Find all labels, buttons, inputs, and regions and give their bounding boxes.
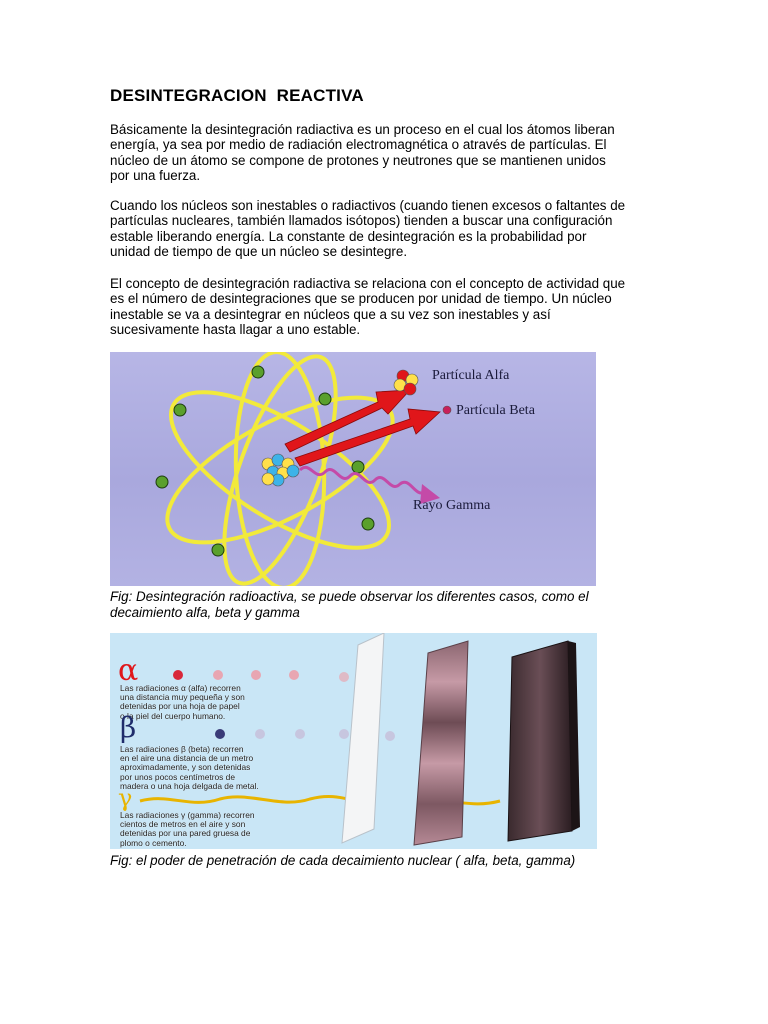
- nucleus: [262, 454, 299, 486]
- beta-description: [120, 745, 259, 791]
- paragraph-line: por una fuerza.: [110, 168, 201, 184]
- alpha-description: [120, 684, 245, 721]
- paragraph-line: estable liberando energía. La constante de desintegración es la probabilidad por: [110, 228, 587, 244]
- paragraph-line: Básicamente la desintegración radiactiva es un proceso en el cual los átomos liberan: [110, 122, 615, 137]
- beta-symbol: β: [120, 711, 137, 744]
- paper-sheet: [342, 633, 384, 843]
- electron: [174, 404, 186, 416]
- paragraph-1: [110, 122, 660, 184]
- beta-particle: [443, 406, 451, 414]
- wood-panel: [414, 641, 468, 845]
- paragraph-line: El concepto de desintegración radiactiva se relaciona con el concepto de actividad que: [110, 276, 626, 291]
- paragraph-line: energía, ya sea por medio de radiación electromagnética o através de partículas. El: [110, 137, 607, 153]
- description-line: aproximadamente, y son detenidas: [120, 762, 251, 773]
- gamma-description: [120, 811, 255, 848]
- figure-1-caption: [110, 589, 650, 620]
- figure-radioactive-decay: [110, 352, 596, 586]
- alpha-particles-path: [173, 670, 349, 682]
- alpha-symbol: α: [118, 653, 139, 688]
- gamma-label: Rayo Gamma: [413, 498, 491, 513]
- electron: [362, 518, 374, 530]
- paragraph-line: partículas nucleares, también llamados isótopos) tienden a buscar una configuración: [110, 213, 613, 229]
- gamma-symbol: γ: [118, 784, 133, 812]
- paragraph-3: [110, 276, 660, 338]
- electron: [252, 366, 264, 378]
- electron: [319, 393, 331, 405]
- paragraph-line: Cuando los núcleos son inestables o radiactivos (cuando tienen excesos o faltantes de: [110, 198, 626, 213]
- description-line: detenidas por una pared gruesa de: [120, 828, 251, 839]
- description-line: Las radiaciones γ (gamma) recorren: [120, 810, 255, 820]
- page-title: DESINTEGRACION REACTIVA: [110, 86, 364, 105]
- description-line: Las radiaciones β (beta) recorren: [120, 744, 244, 754]
- description-line: una distancia muy pequeña y son: [120, 692, 245, 703]
- atom-illustration: [110, 352, 596, 586]
- paragraph-line: inestable se va a desintegrar en núcleos que a su vez son inestables y así: [110, 306, 551, 322]
- description-line: madera o una hoja delgada de metal.: [120, 780, 259, 791]
- caption-line: decaimiento alfa, beta y gamma: [110, 604, 300, 620]
- caption-line: Fig: Desintegración radioactiva, se puede observar los diferentes casos, como el: [110, 589, 589, 604]
- paragraph-line: núcleo de un átomo se compone de protones y neutrones que se mantienen unidos: [110, 152, 606, 168]
- alpha-label: Partícula Alfa: [432, 368, 510, 383]
- paragraph-line: unidad de tiempo de que un núcleo se desintegre.: [110, 244, 408, 260]
- paragraph-line: es el número de desintegraciones que se producen por unidad de tiempo. Un núcleo: [110, 291, 612, 307]
- description-line: cientos de metros en el aire y son: [120, 819, 246, 830]
- lead-wall: [508, 641, 572, 841]
- description-line: o la piel del cuerpo humano.: [120, 710, 226, 721]
- electron: [212, 544, 224, 556]
- description-line: plomo o cemento.: [120, 837, 187, 848]
- description-line: por unos pocos centímetros de: [120, 771, 235, 782]
- description-line: en el aire una distancia de un metro: [120, 753, 254, 764]
- electron: [156, 476, 168, 488]
- figure-2-caption: Fig: el poder de penetración de cada decaimiento nuclear ( alfa, beta, gamma): [110, 853, 576, 868]
- description-line: Las radiaciones α (alfa) recorren: [120, 683, 241, 693]
- description-line: detenidas por una hoja de papel: [120, 701, 240, 712]
- figure-penetration-power: [110, 633, 597, 849]
- electron: [352, 461, 364, 473]
- beta-label: Partícula Beta: [456, 403, 535, 418]
- paragraph-line: sucesivamente hasta llagar a uno estable.: [110, 322, 361, 338]
- paragraph-2: [110, 198, 660, 260]
